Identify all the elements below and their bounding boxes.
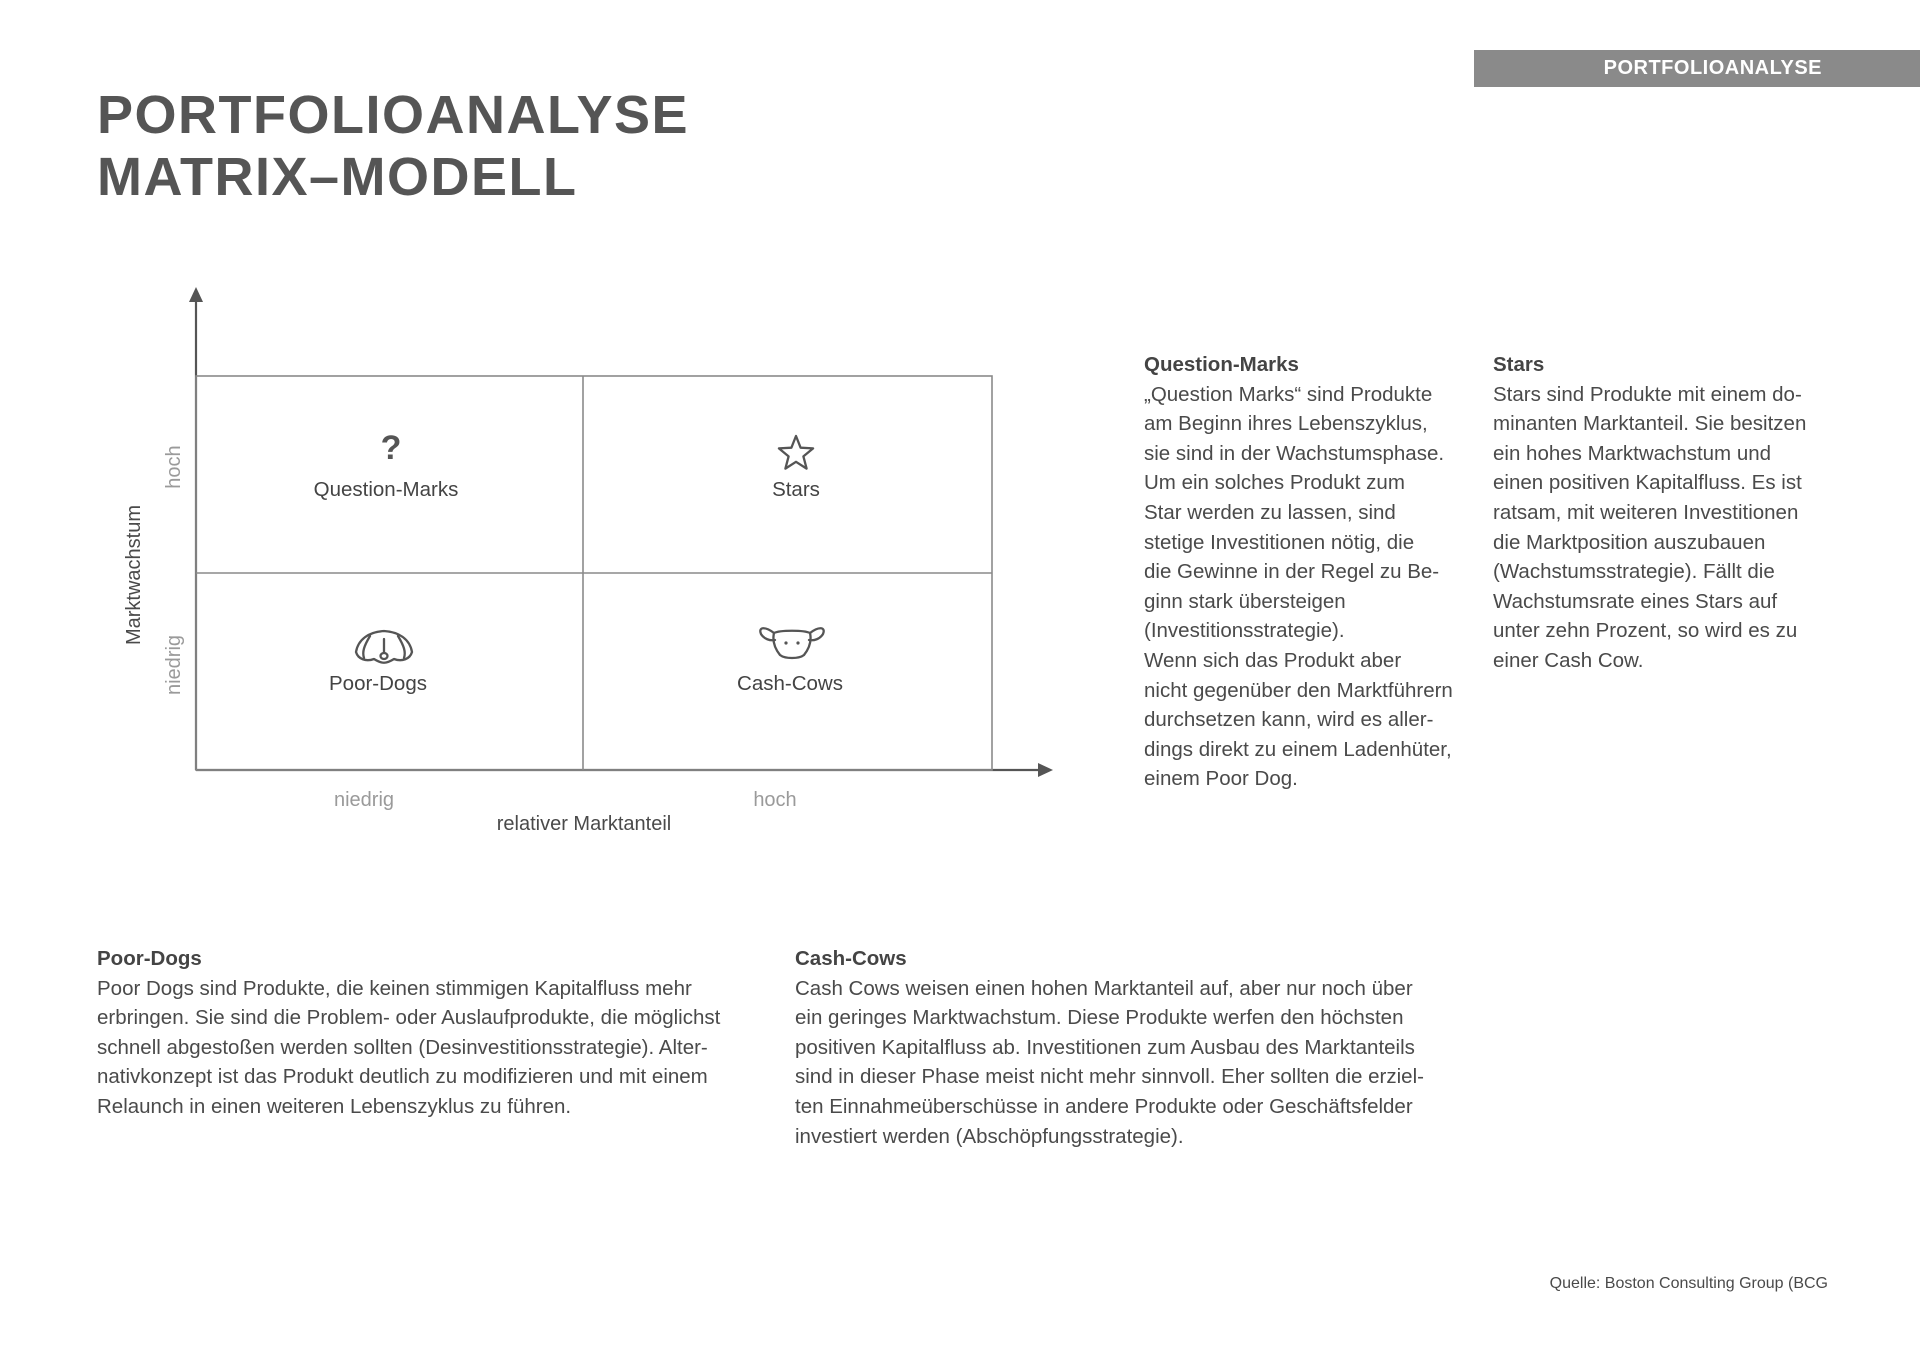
cow-icon: [760, 628, 823, 658]
title-line-2: MATRIX–MODELL: [97, 147, 578, 207]
star-icon: [779, 436, 813, 469]
question-mark-icon: [381, 429, 402, 467]
y-axis-arrow: [189, 287, 203, 302]
cell-label-cash-cows: Cash-Cows: [737, 672, 843, 695]
stars-description: [1493, 350, 1843, 676]
dog-icon: [356, 631, 412, 663]
x-axis-label: relativer Marktanteil: [496, 813, 672, 835]
x-axis-arrow: [1038, 763, 1053, 777]
section-tag: PORTFOLIOANALYSE: [1474, 50, 1920, 87]
cell-label-stars: Stars: [772, 478, 820, 501]
poor-dogs-description: [97, 944, 777, 1122]
cash-cows-description: [795, 944, 1495, 1151]
svg-text:?: ?: [380, 429, 402, 467]
y-level-high: hoch: [163, 445, 185, 489]
y-level-low: niedrig: [163, 634, 185, 696]
cell-label-question-marks: Question-Marks: [313, 478, 459, 501]
cash-cows-heading: Cash-Cows: [795, 947, 907, 970]
source-note: Quelle: Boston Consulting Group (BCG: [1549, 1275, 1828, 1292]
stars-heading: Stars: [1493, 353, 1545, 376]
y-axis-label: Marktwachstum: [123, 504, 145, 646]
cash-cows-text: Cash Cows weisen einen hohen Marktanteil auf, aber nur noch über ein geringes Marktwachstum. Diese Produkte werfen den höchsten positiven Kapitalfluss ab. Investitionen zum Ausbau des Marktanteils sind in dieser Phase meist nicht mehr sinnvoll. Eher sollten die erziel- ten Einnahmeüberschüsse in andere Produkte oder Geschäftsfelder investiert werden (Abschöpfungsstrategie).: [795, 976, 1424, 1148]
question-marks-heading: Question-Marks: [1144, 353, 1299, 376]
x-level-low: niedrig: [333, 789, 395, 811]
question-marks-description: [1144, 350, 1484, 794]
stars-text: Stars sind Produkte mit einem do- minanten Marktanteil. Sie besitzen ein hohes Marktwachstum und einen positiven Kapitalfluss. Es ist ratsam, mit weiteren Investitionen die Marktposition auszubauen (Wachstumsstrategie). Fällt die Wachstumsrate eines Stars auf unter zehn Prozent, so wird es zu einer Cash Cow.: [1493, 382, 1807, 672]
poor-dogs-heading: Poor-Dogs: [97, 947, 202, 970]
x-level-high: hoch: [753, 789, 797, 811]
question-marks-text: „Question Marks“ sind Produkte am Beginn ihres Lebenszyklus, sie sind in der Wachstumsphase. Um ein solches Produkt zum Star werden zu lassen, sind stetige Investitionen nötig, die die Gewinne in der Regel zu Be- ginn stark übersteigen (Investitionsstrategie). Wenn sich das Produkt aber nicht gegenüber den Marktführern durchsetzen kann, wird es aller- dings direkt zu einem Ladenhüter, einem Poor Dog.: [1144, 382, 1453, 791]
cell-label-poor-dogs: Poor-Dogs: [329, 672, 427, 695]
title-line-1: PORTFOLIOANALYSE: [97, 85, 690, 145]
poor-dogs-text: Poor Dogs sind Produkte, die keinen stimmigen Kapitalfluss mehr erbringen. Sie sind die Problem- oder Auslaufprodukte, die möglichst schnell abgestoßen werden sollten (Desinvestitionsstrategie). Alter- nativkonzept ist das Produkt deutlich zu modifizieren und mit einem Relaunch in einen weiteren Lebenszyklus zu führen.: [97, 976, 721, 1118]
